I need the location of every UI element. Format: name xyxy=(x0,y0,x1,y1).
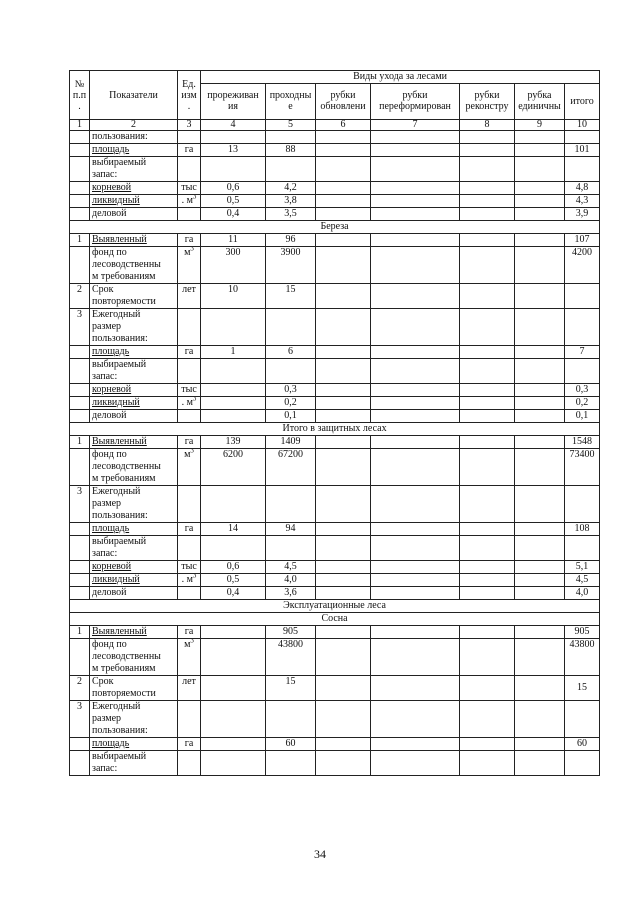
value-cell: 14 xyxy=(201,523,266,536)
row-index: 1 xyxy=(70,626,90,639)
row-label: пользования: xyxy=(90,131,178,144)
value-cell: 1 xyxy=(201,346,266,359)
value-cell: 3900 xyxy=(266,247,316,284)
header-col-total: итого xyxy=(565,83,600,120)
header-col-passage: проходны е xyxy=(266,83,316,120)
total-cell: 108 xyxy=(565,523,600,536)
value-cell: 139 xyxy=(201,436,266,449)
header-col-reconstruction: рубки реконстру xyxy=(460,83,515,120)
row-label: деловой xyxy=(90,587,178,600)
value-cell: 94 xyxy=(266,523,316,536)
total-cell: 107 xyxy=(565,234,600,247)
value-cell: 15 xyxy=(266,676,316,701)
header-col-no: № п.п . xyxy=(70,71,90,120)
value-cell: 67200 xyxy=(266,449,316,486)
column-number-row xyxy=(70,120,600,131)
unit-cell: га xyxy=(178,626,201,639)
col-number: 5 xyxy=(266,120,316,131)
row-label: площадь xyxy=(90,523,178,536)
col-number: 10 xyxy=(565,120,600,131)
total-cell: 4,0 xyxy=(565,587,600,600)
value-cell: 4,5 xyxy=(266,561,316,574)
total-cell: 4,3 xyxy=(565,195,600,208)
value-cell: 11 xyxy=(201,234,266,247)
row-label: ликвидный xyxy=(90,195,178,208)
unit-cell: тыс xyxy=(178,561,201,574)
value-cell: 15 xyxy=(266,284,316,309)
table-row xyxy=(70,676,600,701)
unit-cell: . $м^3$ xyxy=(178,397,201,410)
row-label: Срок повторяемости xyxy=(90,284,178,309)
value-cell: 4,2 xyxy=(266,182,316,195)
col-number: 8 xyxy=(460,120,515,131)
unit-cell: $м^3$ xyxy=(178,449,201,486)
value-cell: 43800 xyxy=(266,639,316,676)
value-cell: 0,4 xyxy=(201,587,266,600)
value-cell: 1409 xyxy=(266,436,316,449)
total-cell: 3,9 xyxy=(565,208,600,221)
row-index: 1 xyxy=(70,234,90,247)
table-row xyxy=(70,639,600,676)
col-number: 9 xyxy=(515,120,565,131)
table-row xyxy=(70,587,600,600)
unit-cell: тыс xyxy=(178,182,201,195)
value-cell: 60 xyxy=(266,738,316,751)
unit-cell: га xyxy=(178,523,201,536)
total-cell: 60 xyxy=(565,738,600,751)
forest-care-table xyxy=(69,70,600,776)
section-row xyxy=(70,423,600,436)
row-index: 3 xyxy=(70,309,90,346)
row-label: выбираемый запас: xyxy=(90,751,178,776)
table-row xyxy=(70,626,600,639)
row-label: ликвидный xyxy=(90,397,178,410)
row-label: ликвидный xyxy=(90,574,178,587)
section-row xyxy=(70,221,600,234)
header-col-single: рубка единичны xyxy=(515,83,565,120)
row-label: выбираемый запас: xyxy=(90,157,178,182)
row-label: фонд по лесоводственны м требованиям xyxy=(90,247,178,284)
unit-cell: га xyxy=(178,436,201,449)
table-row xyxy=(70,449,600,486)
row-label: площадь xyxy=(90,144,178,157)
value-cell: 13 xyxy=(201,144,266,157)
row-index: 1 xyxy=(70,436,90,449)
total-cell: 1548 xyxy=(565,436,600,449)
total-cell: 4200 xyxy=(565,247,600,284)
value-cell: 3,8 xyxy=(266,195,316,208)
row-label: корневой xyxy=(90,182,178,195)
value-cell: 6 xyxy=(266,346,316,359)
row-label: Ежегодный размер пользования: xyxy=(90,486,178,523)
row-label: площадь xyxy=(90,346,178,359)
table-row xyxy=(70,309,600,346)
table-row xyxy=(70,536,600,561)
table-row xyxy=(70,234,600,247)
col-number: 3 xyxy=(178,120,201,131)
row-label: деловой xyxy=(90,208,178,221)
row-label: корневой xyxy=(90,561,178,574)
row-index: 2 xyxy=(70,284,90,309)
unit-cell: га xyxy=(178,346,201,359)
unit-cell: га xyxy=(178,738,201,751)
table-row xyxy=(70,701,600,738)
value-cell: 0,6 xyxy=(201,561,266,574)
table-row xyxy=(70,182,600,195)
value-cell: 0,5 xyxy=(201,195,266,208)
table-row xyxy=(70,208,600,221)
unit-cell: лет xyxy=(178,284,201,309)
row-label: Срок повторяемости xyxy=(90,676,178,701)
unit-cell: га xyxy=(178,144,201,157)
value-cell: 0,2 xyxy=(266,397,316,410)
total-cell: 4,5 xyxy=(565,574,600,587)
value-cell: 3,6 xyxy=(266,587,316,600)
unit-cell: $м^3$ xyxy=(178,247,201,284)
value-cell: 0,3 xyxy=(266,384,316,397)
col-number: 4 xyxy=(201,120,266,131)
total-cell: 5,1 xyxy=(565,561,600,574)
value-cell: 6200 xyxy=(201,449,266,486)
total-cell: 73400 xyxy=(565,449,600,486)
unit-cell: тыс xyxy=(178,384,201,397)
row-index: 2 xyxy=(70,676,90,701)
value-cell: 96 xyxy=(266,234,316,247)
table-row xyxy=(70,574,600,587)
total-cell: 0,1 xyxy=(565,410,600,423)
header-col-unit: Ед. изм . xyxy=(178,71,201,120)
row-label: деловой xyxy=(90,410,178,423)
total-cell: 43800 xyxy=(565,639,600,676)
header-col-reformation: рубки переформирован xyxy=(371,83,460,120)
value-cell: 0,5 xyxy=(201,574,266,587)
unit-cell: лет xyxy=(178,676,201,701)
value-cell: 4,0 xyxy=(266,574,316,587)
value-cell: 0,4 xyxy=(201,208,266,221)
table-row xyxy=(70,157,600,182)
col-number: 1 xyxy=(70,120,90,131)
row-label: площадь xyxy=(90,738,178,751)
row-label: Выявленный xyxy=(90,234,178,247)
row-index: 3 xyxy=(70,701,90,738)
table-row xyxy=(70,359,600,384)
value-cell: 88 xyxy=(266,144,316,157)
row-label: выбираемый запас: xyxy=(90,359,178,384)
row-label: Ежегодный размер пользования: xyxy=(90,309,178,346)
unit-cell: . $м^3$ xyxy=(178,574,201,587)
row-label: выбираемый запас: xyxy=(90,536,178,561)
row-label: Выявленный xyxy=(90,626,178,639)
value-cell: 10 xyxy=(201,284,266,309)
table-row xyxy=(70,436,600,449)
row-index: 3 xyxy=(70,486,90,523)
header-row-1 xyxy=(70,71,600,84)
unit-cell: $м^3$ xyxy=(178,639,201,676)
value-cell: 300 xyxy=(201,247,266,284)
unit-cell: га xyxy=(178,234,201,247)
section-row xyxy=(70,600,600,613)
table-row xyxy=(70,486,600,523)
row-label: Ежегодный размер пользования: xyxy=(90,701,178,738)
total-cell: 101 xyxy=(565,144,600,157)
total-cell: 0,3 xyxy=(565,384,600,397)
header-col-thinning: прореживан ия xyxy=(201,83,266,120)
header-col-indicator: Показатели xyxy=(90,71,178,120)
unit-cell: . $м^3$ xyxy=(178,195,201,208)
table-row xyxy=(70,561,600,574)
table-row xyxy=(70,346,600,359)
value-cell: 3,5 xyxy=(266,208,316,221)
row-label: фонд по лесоводственны м требованиям xyxy=(90,449,178,486)
table-row xyxy=(70,247,600,284)
section-exploitation: Эксплуатационные леса xyxy=(70,600,600,613)
table-row xyxy=(70,738,600,751)
row-label: фонд по лесоводственны м требованиям xyxy=(90,639,178,676)
total-cell: 905 xyxy=(565,626,600,639)
section-protective-total: Итого в защитных лесах xyxy=(70,423,600,436)
table-row xyxy=(70,131,600,144)
col-number: 2 xyxy=(90,120,178,131)
row-label: корневой xyxy=(90,384,178,397)
col-number: 6 xyxy=(316,120,371,131)
total-cell: 0,2 xyxy=(565,397,600,410)
table-row xyxy=(70,410,600,423)
table-row xyxy=(70,523,600,536)
table-row xyxy=(70,751,600,776)
table-row xyxy=(70,195,600,208)
table-row xyxy=(70,384,600,397)
header-group-title: Виды ухода за лесами xyxy=(201,71,600,84)
page-number: 34 xyxy=(314,847,326,861)
total-cell: 7 xyxy=(565,346,600,359)
total-cell: 15 xyxy=(565,676,600,701)
section-pine: Сосна xyxy=(70,613,600,626)
value-cell: 0,6 xyxy=(201,182,266,195)
table-row xyxy=(70,397,600,410)
table-row xyxy=(70,284,600,309)
value-cell: 0,1 xyxy=(266,410,316,423)
value-cell: 905 xyxy=(266,626,316,639)
table-row xyxy=(70,144,600,157)
total-cell: 4,8 xyxy=(565,182,600,195)
col-number: 7 xyxy=(371,120,460,131)
header-col-renewal: рубки обновлени xyxy=(316,83,371,120)
row-label: Выявленный xyxy=(90,436,178,449)
section-row xyxy=(70,613,600,626)
section-birch: Береза xyxy=(70,221,600,234)
